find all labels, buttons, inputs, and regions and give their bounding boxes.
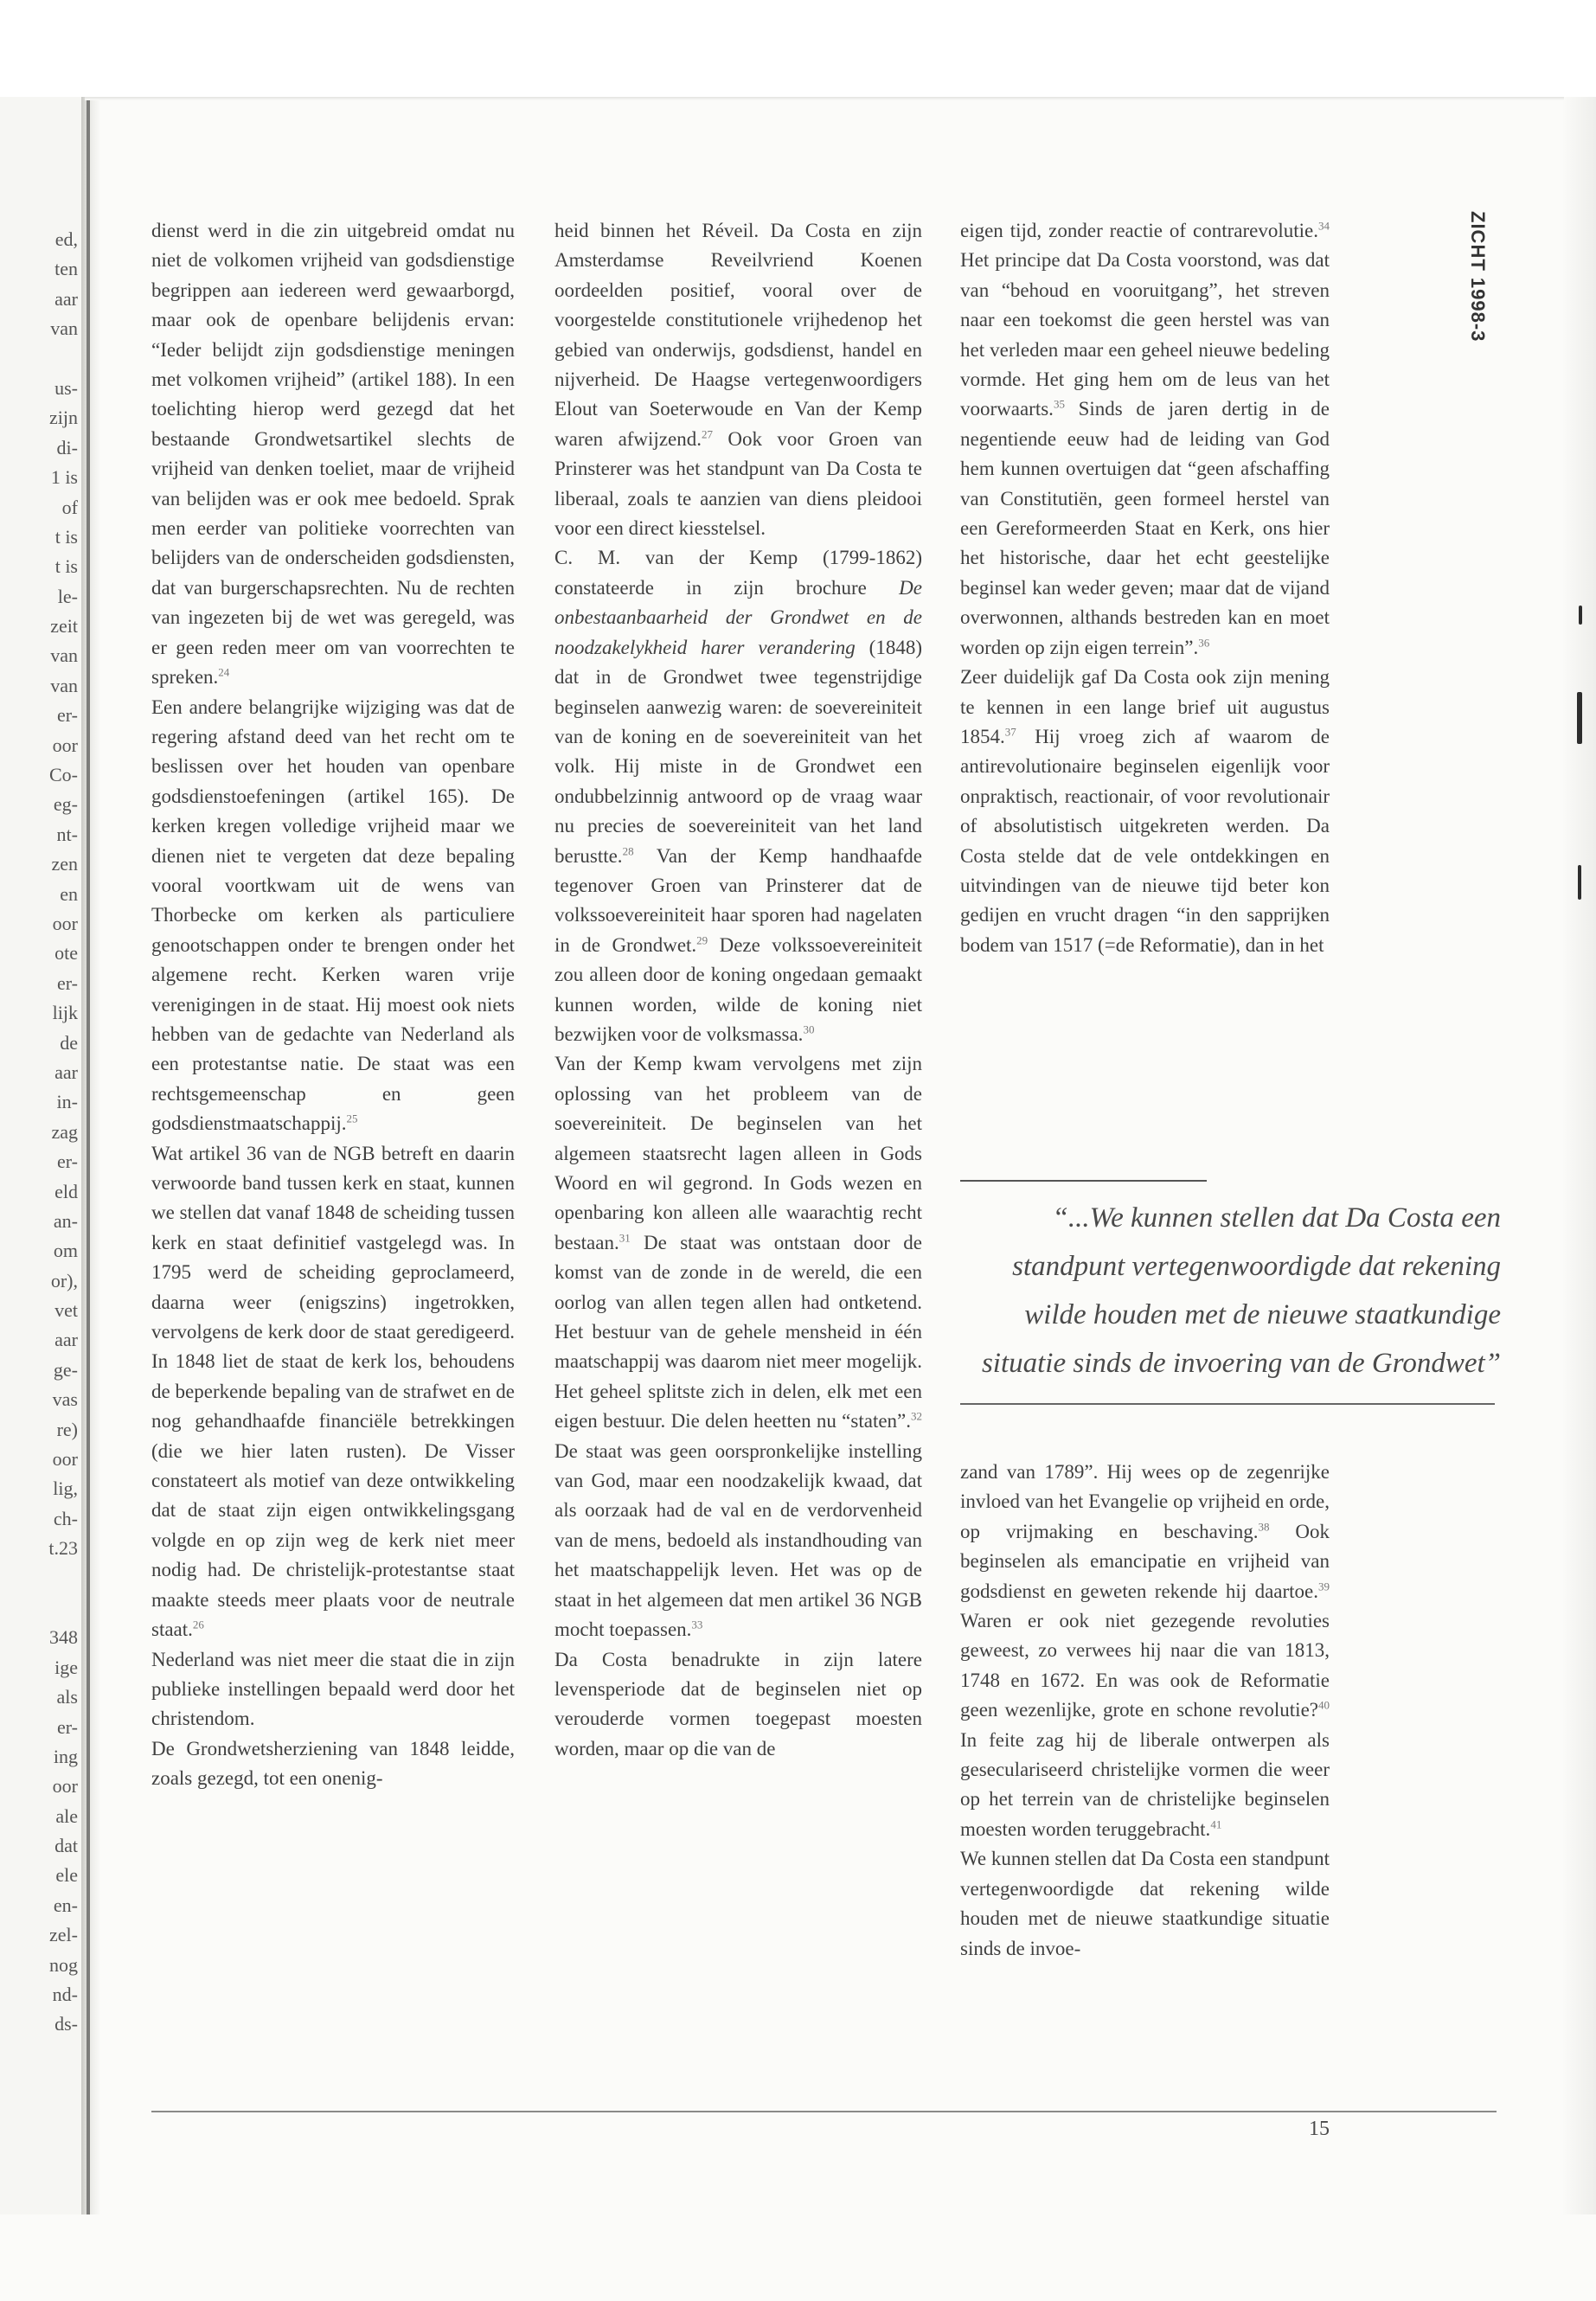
footnote-ref: 41 — [1210, 1817, 1222, 1831]
left-page-fragment: ote — [54, 942, 78, 965]
left-page-fragment: aar — [54, 1061, 78, 1083]
left-page-fragment: van — [50, 644, 78, 667]
left-page-fragment: t.23 — [48, 1537, 78, 1560]
paragraph — [151, 216, 515, 693]
footnote-ref: 35 — [1053, 397, 1065, 411]
left-page-fragment: oor — [52, 912, 78, 934]
pullquote-line: wilde houden met de nieuwe staatkundige — [1024, 1299, 1501, 1330]
footnote-ref: 39 — [1318, 1579, 1330, 1593]
paragraph-text: Zeer duidelijk gaf Da Costa ook zijn mening te kennen in een lange brief uit augustus 1854. — [960, 666, 1330, 747]
left-page-fragment: er- — [57, 1715, 78, 1738]
left-page-fragment: om — [53, 1240, 78, 1262]
paragraph — [151, 1139, 515, 1645]
left-page-fragment: zag — [51, 1120, 78, 1143]
paragraph — [960, 1458, 1330, 1844]
left-page-fragment: ds- — [54, 2013, 78, 2035]
left-page-fragment: or), — [50, 1269, 78, 1292]
paragraph-text: eigen tijd, zonder reactie of contrarevolutie. — [960, 220, 1318, 241]
paragraph-text: Wat artikel 36 van de NGB betreft en daarin verwoorde band tussen kerk en staat, kunnen we stellen dat vanaf 1848 de scheiding tussen kerk en staat definitief vastgelegd was. In 1795 werd de scheiding geproclameerd, daarna weer (enigszins) ingetrokken, vervolgens de kerk door de staat geredigeerd. In 1848 liet de staat de kerk los, behoudens de beperkende bepaling van de strafwet en de nog gehandhaafde financiële betrekkingen (die we hier laten rusten). De Visser constateert als motief van deze ontwikkeling dat de staat zijn eigen ontwikkelingsgang volgde en op zijn weg de kerk niet meer nodig had. De christelijk-protestantse staat maakte steeds meer plaats voor de neutrale staat. — [151, 1142, 515, 1641]
footnote-ref: 30 — [803, 1022, 815, 1036]
text-column-2 — [554, 216, 922, 1764]
paragraph-text: Da Costa benadrukte in zijn latere levensperiode dat de beginselen niet op verouderde vormen toegepast moesten worden, maar op die van de — [554, 1648, 922, 1759]
left-page-fragment: en — [60, 882, 78, 905]
left-page-fragment: van — [50, 674, 78, 696]
text-column-3-bottom — [960, 1458, 1330, 1964]
footnote-ref: 29 — [696, 933, 708, 947]
paragraph-text: Van der Kemp kwam vervolgens met zijn oplossing van het probleem van de soevereiniteit. De beginselen van het algemeen staatsrecht lagen alleen in Gods Woord en wil gegrond. In Gods wezen en openbaring kon alleen alle waarachtig recht bestaan. — [554, 1053, 922, 1253]
paragraph — [960, 663, 1330, 960]
paragraph — [151, 1734, 515, 1794]
pullquote-line: situatie sinds de invoering van de Grondwet” — [981, 1348, 1501, 1379]
footnote-ref: 25 — [346, 1112, 358, 1125]
footnote-ref: 27 — [702, 427, 713, 441]
left-page-fragment: eg- — [53, 793, 78, 816]
footnote-ref: 24 — [218, 665, 230, 679]
paragraph — [151, 693, 515, 1139]
pullquote-top-rule — [960, 1180, 1207, 1182]
left-page-fragment: an- — [53, 1209, 78, 1232]
paragraph-text: De staat was ontstaan door de komst van de zonde in de wereld, die een oorlog van allen tegen allen had ontketend. Het bestuur van de gehele mensheid in één maatschappij was daarom niet meer mogelijk. Het geheel splitste zich in delen, elk met een eigen bestuur. Die delen heetten nu “staten”. — [554, 1231, 922, 1433]
left-page-fragment: aar — [54, 287, 78, 310]
left-page-fragment: oor — [52, 1448, 78, 1471]
left-page-fragment: 348 — [49, 1626, 78, 1649]
left-page-fragment: oor — [52, 734, 78, 756]
paragraph-text: Van der Kemp handhaafde tegenover Groen van Prinsterer dat de volkssoevereiniteit haar sporen had nagelaten in de Grondwet. — [554, 844, 922, 956]
left-page-fragment: ele — [55, 1864, 78, 1887]
paragraph-text: Ook beginselen als emancipatie en vrijheid van godsdienst en geweten rekende hij daartoe. — [960, 1520, 1330, 1602]
left-page-fragment: di- — [56, 436, 78, 458]
paragraph-text: heid binnen het Réveil. Da Costa en zijn Amsterdamse Reveilvriend Koenen oordeelden positief, vooral over de voorgestelde constitutionele vrijhedenop het gebied van onderwijs, godsdienst, handel en nijverheid. De Haagse vertegenwoordigers Elout van Soeterwoude en Van der Kemp waren afwijzend. — [554, 220, 922, 450]
margin-ink-mark — [1578, 865, 1581, 900]
left-page-fragment: van — [50, 317, 78, 340]
left-page-fragment: de — [60, 1031, 78, 1054]
left-page-fragment: er- — [57, 704, 78, 727]
left-page-fragment: ale — [55, 1804, 78, 1827]
left-page-fragment: lig, — [53, 1477, 78, 1500]
paragraph — [554, 216, 922, 543]
left-page-text-fragments — [0, 225, 78, 2040]
footnote-ref: 32 — [911, 1409, 922, 1423]
left-page-fragment: ed, — [54, 228, 78, 250]
left-page-fragment: vet — [54, 1299, 78, 1322]
left-page-fragment: Co- — [49, 764, 78, 786]
running-head-text: ZICHT 1998-3 — [1467, 211, 1489, 343]
left-page-fragment: eld — [54, 1180, 78, 1202]
left-page-fragment: ige — [54, 1656, 78, 1678]
paragraph-text: Sinds de jaren dertig in de negentiende eeuw had de leiding van God hem kunnen overtuigen dat “geen afschaffing van Constitutiën, geen formeel herstel van een Gereformeerden Staat en Kerk, ons hier het historische, daar het echt geestelijke beginsel kan weder geven; maar dat de vijand overwonnen, althands bestreden kan en moet worden op zijn eigen terrein”. — [960, 398, 1330, 658]
left-page-fragment: en- — [53, 1894, 78, 1916]
left-page-fragment: t is — [54, 555, 78, 578]
footer-rule — [151, 2111, 1497, 2112]
right-page-edge — [1563, 97, 1596, 2214]
margin-ink-mark — [1579, 606, 1582, 625]
paragraph — [554, 1049, 922, 1644]
paragraph — [554, 543, 922, 1049]
gutter-fold-line — [87, 97, 90, 2214]
footnote-ref: 38 — [1258, 1520, 1270, 1534]
left-page-fragment: oor — [52, 1775, 78, 1798]
paragraph-text: In feite zag hij de liberale ontwerpen als geseculariseerd christelijke vormen die weer op het terrein van de christelijke beginselen moesten worden teruggebracht. — [960, 1728, 1330, 1840]
text-column-1 — [151, 216, 515, 1794]
left-page-fragment: le- — [57, 585, 78, 607]
facing-left-page — [0, 97, 85, 2214]
footnote-ref: 40 — [1318, 1698, 1330, 1712]
paragraph-text: dienst werd in die zin uitgebreid omdat nu niet de volkomen vrijheid van godsdienstige begrippen aan iedereen werd gewaarborgd, maar ook de openbare belijdenis ervan: “Ieder belijdt zijn godsdienstige meningen met volkomen vrijheid” (artikel 188). In een toelichting hierop werd gezegd dat het bestaande Grondwetsartikel slechts de vrijheid van denken toeliet, maar de vrijheid van belijden was er ook mee bedoeld. Sprak men eerder van politieke voorrechten van belijders van de onderscheiden godsdiensten, dat van burgerschapsrechten. Nu de rechten van ingezeten bij de wet was geregeld, was er geen reden meer om van voorrechten te spreken. — [151, 220, 515, 689]
left-page-fragment: ten — [54, 258, 78, 280]
footnote-ref: 36 — [1198, 636, 1210, 650]
left-page-fragment: ing — [53, 1745, 78, 1767]
left-page-fragment: zen — [51, 853, 78, 875]
paragraph — [960, 1844, 1330, 1964]
left-page-fragment: nog — [49, 1953, 78, 1976]
page-number: 15 — [1309, 2118, 1330, 2140]
paragraph — [151, 1645, 515, 1734]
paragraph-text: (1848) dat in de Grondwet twee tegenstrijdige beginselen aanwezig waren: de soevereiniteit van de koning en de soevereiniteit van het volk. Hij miste in de Grondwet een ondubbelzinnig antwoord op de vraag waar nu precies de soevereiniteit van het land berustte. — [554, 636, 922, 867]
pullquote-bottom-rule — [960, 1403, 1495, 1405]
left-page-fragment: er- — [57, 971, 78, 994]
left-page-fragment: nt- — [56, 823, 78, 845]
paragraph-text: C. M. van der Kemp (1799-1862) constateerde in zijn brochure — [554, 547, 922, 599]
paragraph-text: Nederland was niet meer die staat die in zijn publieke instellingen bepaald werd door het christendom. — [151, 1648, 515, 1730]
background-above-page — [0, 0, 1596, 97]
footnote-ref: 34 — [1318, 219, 1330, 233]
paragraph — [960, 216, 1330, 663]
left-page-fragment: t is — [54, 525, 78, 548]
pullquote-line: “...We kunnen stellen dat Da Costa een — [1052, 1202, 1501, 1234]
left-page-fragment: us- — [54, 376, 78, 399]
paragraph-text: De staat was geen oorspronkelijke instelling van God, maar een noodzakelijk kwaad, dat als oorzaak had de val en de verdorvenheid van de mens, bedoeld als instandhouding van het maatschappelijk leven. Het was op de staat in het algemeen dat men artikel 36 NGB mocht toepassen. — [554, 1439, 922, 1641]
paragraph-text: Een andere belangrijke wijziging was dat de regering afstand deed van het recht om te beslissen over het houden van openbare godsdienstoefeningen (artikel 165). De kerken kregen volledige vrijheid maar we dienen niet te vergeten dat deze bepaling vooral voortkwam uit de wens van Thorbecke om kerken als particuliere genootschappen onder te brengen onder het algemene recht. Kerken waren vrije verenigingen in de staat. Hij moest ook niets hebben van de gedachte van Nederland als een protestantse natie. De staat was een rechtsgemeenschap en geen godsdienstmaatschappij. — [151, 695, 515, 1135]
footnote-ref: 26 — [192, 1618, 204, 1631]
running-head — [1468, 211, 1494, 384]
left-page-fragment: zijn — [49, 407, 78, 429]
paragraph-text: Waren er ook niet gezegende revoluties geweest, zo verwees hij naar die van 1813, 1748 en 1672. En was ook de Reformatie geen wezenlijke, grote en schone revolutie? — [960, 1610, 1330, 1721]
left-page-fragment: als — [56, 1686, 78, 1708]
paragraph-text: Hij vroeg zich af waarom de antirevolutionaire beginselen eigenlijk voor onpraktisch, reactionair, of voor revolutionair of absolutistisch uitgekreten werden. Da Costa stelde dat de vele ontdekkingen en uitvindingen van de nieuwe tijd beter kon gedijen en vrucht dragen “in den sapprijken bodem van 1517 (=de Reformatie), dan in het — [960, 725, 1330, 956]
text-column-3-top — [960, 216, 1330, 960]
left-page-fragment: zeit — [50, 615, 78, 638]
left-page-fragment: nd- — [52, 1984, 78, 2006]
page-top-edge — [85, 97, 1564, 100]
margin-ink-mark — [1577, 692, 1582, 744]
footnote-ref: 31 — [619, 1231, 631, 1245]
left-page-fragment: in- — [56, 1091, 78, 1113]
left-page-fragment: vas — [52, 1388, 78, 1411]
left-page-fragment: lijk — [52, 1002, 78, 1024]
left-page-fragment: ge- — [53, 1358, 78, 1381]
pullquote-line: standpunt vertegenwoordigde dat rekening — [1012, 1251, 1501, 1282]
left-page-fragment — [0, 1593, 78, 1623]
left-page-fragment — [0, 344, 78, 374]
footnote-ref: 37 — [1004, 725, 1016, 739]
left-page-fragment: er- — [57, 1150, 78, 1173]
left-page-fragment: of — [61, 496, 78, 518]
left-page-fragment: ch- — [53, 1507, 78, 1529]
left-page-fragment: dat — [54, 1835, 78, 1857]
footnote-ref: 33 — [691, 1618, 703, 1631]
left-page-fragment — [0, 1564, 78, 1593]
paragraph-text: zand van 1789”. Hij wees op de zegenrijke invloed van het Evangelie op vrijheid en orde, op vrijmaking en beschaving. — [960, 1461, 1330, 1542]
left-page-fragment: aar — [54, 1329, 78, 1351]
book-title: De onbestaanbaarheid der Grondwet en de noodzakelykheid harer verandering — [554, 576, 922, 658]
footnote-ref: 28 — [622, 843, 634, 857]
paragraph-text: We kunnen stellen dat Da Costa een standpunt vertegenwoordigde dat rekening wilde houden met de nieuwe staatkundige situatie sinds de invoe- — [960, 1848, 1330, 1959]
left-page-fragment: zel- — [49, 1924, 78, 1946]
paragraph-text: Het principe dat Da Costa voorstond, was dat van “behoud en vooruitgang”, het streven naar een toekomst die geen herstel was van het verleden maar een geheel nieuwe bedeling vormde. Het ging hem om de leus van het voorwaarts. — [960, 249, 1330, 420]
left-page-fragment: 1 is — [50, 466, 78, 489]
left-page-fragment: re) — [56, 1418, 78, 1440]
paragraph-text: Deze volkssoevereiniteit zou alleen door de koning ongedaan gemaakt kunnen worden, wilde de koning niet bezwijken voor de volksmassa. — [554, 933, 922, 1045]
paragraph-text: De Grondwetsherziening van 1848 leidde, zoals gezegd, tot een onenig- — [151, 1737, 515, 1790]
book-gutter — [81, 97, 100, 2214]
paragraph-text: Ook voor Groen van Prinsterer was het standpunt van Da Costa te liberaal, zoals te aanzien van diens pleidooi voor een direct kiesstelsel. — [554, 427, 922, 540]
paragraph — [554, 1645, 922, 1765]
pullquote — [960, 1194, 1501, 1388]
